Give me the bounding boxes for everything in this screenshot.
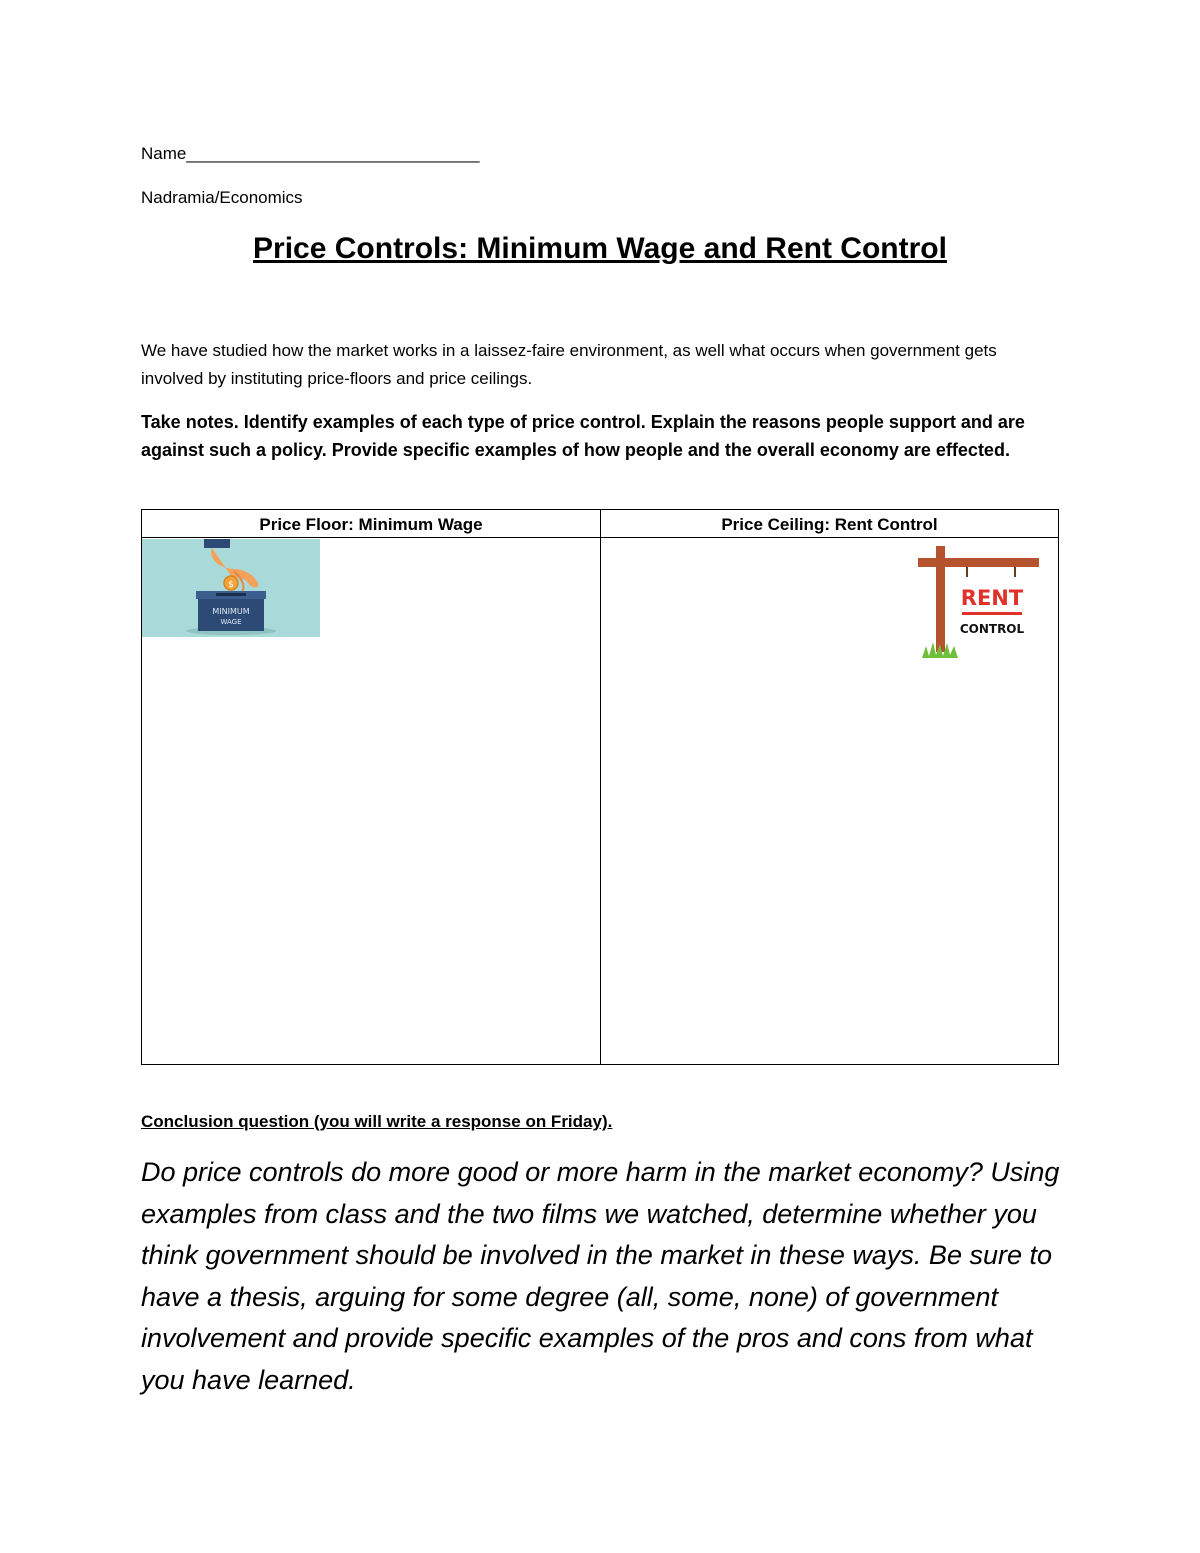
notes-table [141, 509, 1059, 1065]
box-text-line-2: WAGE [220, 618, 242, 626]
sleeve [204, 539, 230, 548]
box-text-line-1: MINIMUM [212, 607, 250, 616]
header-divider [142, 537, 1058, 538]
sign-text-rent: RENT [960, 586, 1024, 610]
svg-text:$: $ [228, 580, 234, 590]
sign-text-control: CONTROL [959, 622, 1025, 636]
column-divider [600, 510, 601, 1064]
conclusion-label: Conclusion question (you will write a response on Friday). [141, 1112, 613, 1131]
class-label: Nadramia/Economics [141, 188, 303, 207]
instructions-paragraph: Take notes. Identify examples of each type of price control. Explain the reasons people support and are against such a policy. Provide specific examples of how people and the overall economy are effected. [141, 412, 1025, 460]
minimum-wage-illustration [142, 539, 320, 637]
intro-paragraph: We have studied how the market works in a laissez-faire environment, as well what occurs when government gets involved by instituting price-floors and price ceilings. [141, 341, 997, 388]
page-title: Price Controls: Minimum Wage and Rent Control [253, 232, 947, 265]
sign-beam [918, 558, 1039, 567]
price-ceiling-header: Price Ceiling: Rent Control [721, 515, 938, 534]
conclusion-question: Do price controls do more good or more harm in the market economy? Using examples from class and the two films we watched, determine whether you think government should be involved in the market in these ways. Be sure to have a thesis, arguing for some degree (all, some, none) of government involvement and provide specific examples of the pros and cons from what you have learned. [141, 1157, 1060, 1395]
grass [922, 642, 958, 658]
rent-control-sign-illustration [916, 542, 1041, 662]
price-floor-header: Price Floor: Minimum Wage [259, 515, 483, 534]
name-field-label: Name_______________________________ [141, 144, 480, 163]
